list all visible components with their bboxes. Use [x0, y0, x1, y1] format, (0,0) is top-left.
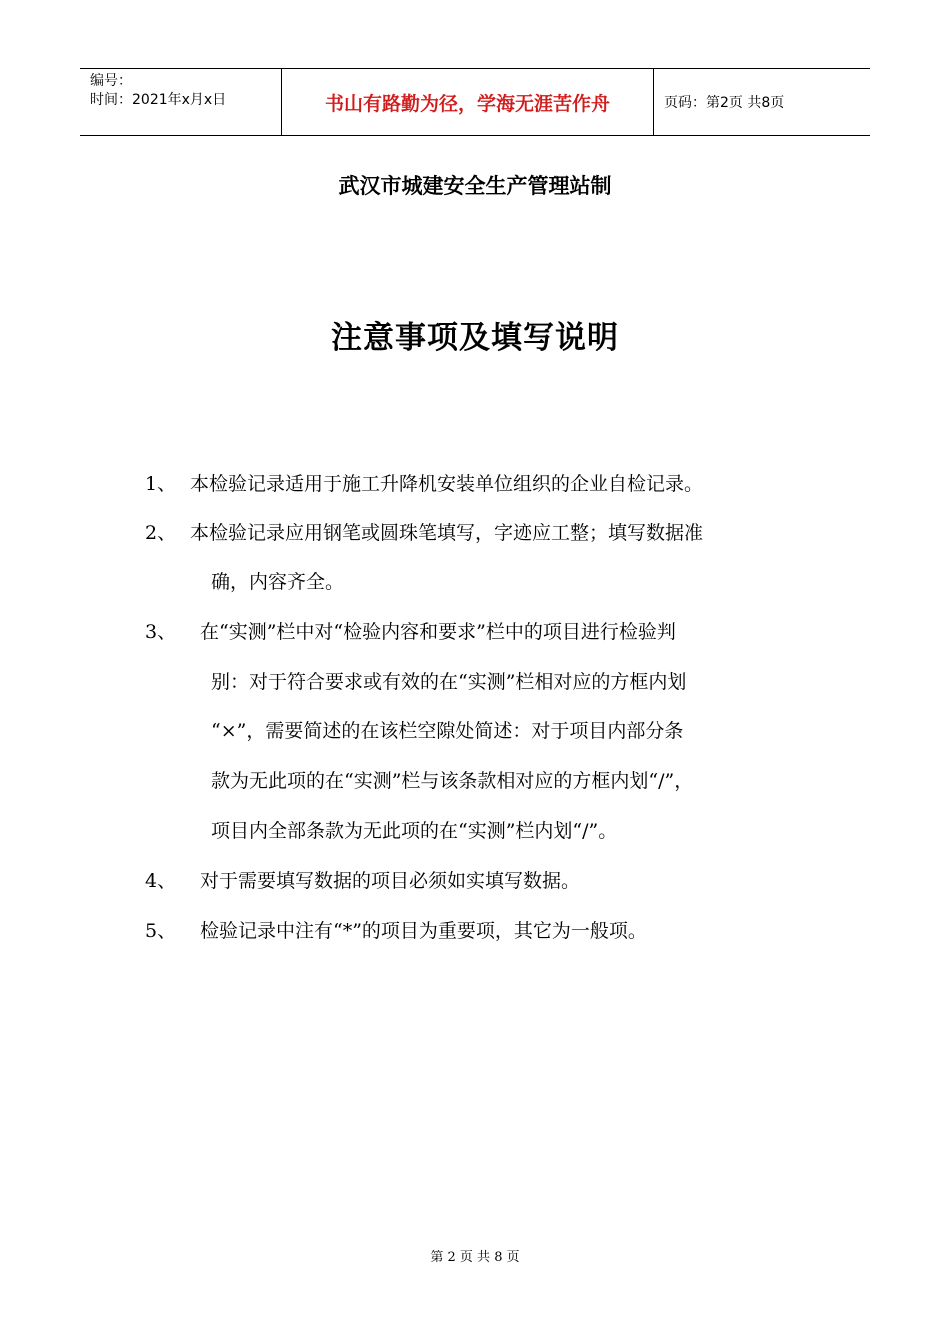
note-line: 检验记录中注有“*”的项目为重要项，其它为一般项。 [200, 920, 647, 942]
page-header [80, 68, 870, 136]
note-line: 对于需要填写数据的项目必须如实填写数据。 [200, 870, 581, 892]
note-number: 1、 [145, 473, 177, 495]
note-number: 2、 [145, 522, 177, 544]
header-page-cell [654, 69, 870, 135]
code-label: 编号： [90, 73, 132, 89]
note-line: 本检验记录应用钢笔或圆珠笔填写，字迹应工整；填写数据准 [190, 522, 704, 544]
main-title: 注意事项及填写说明 [331, 320, 619, 356]
header-page-info: 页码：第2页 共8页 [664, 95, 785, 111]
date-label: 时间：2021年x月x日 [90, 92, 227, 108]
note-line: 在“实测”栏中对“检验内容和要求”栏中的项目进行检验判 [200, 621, 676, 643]
header-motto: 书山有路勤为径，学海无涯苦作舟 [324, 92, 610, 115]
note-number: 3、 [145, 621, 177, 643]
page-footer: 第 2 页 共 8 页 [430, 1250, 520, 1265]
note-number: 4、 [145, 870, 177, 892]
note-line: 本检验记录适用于施工升降机安装单位组织的企业自检记录。 [190, 473, 704, 495]
org-title: 武汉市城建安全生产管理站制 [338, 174, 612, 198]
note-line: “×”，需要简述的在该栏空隙处简述：对于项目内部分条 [211, 720, 684, 742]
header-motto-cell [282, 69, 654, 135]
header-meta [80, 69, 282, 135]
note-line: 别：对于符合要求或有效的在“实测”栏相对应的方框内划 [211, 671, 687, 693]
note-line: 款为无此项的在“实测”栏与该条款相对应的方框内划“/”， [211, 770, 694, 792]
note-line: 确，内容齐全。 [211, 571, 345, 593]
note-line: 项目内全部条款为无此项的在“实测”栏内划“/”。 [211, 820, 618, 842]
note-number: 5、 [145, 920, 177, 942]
